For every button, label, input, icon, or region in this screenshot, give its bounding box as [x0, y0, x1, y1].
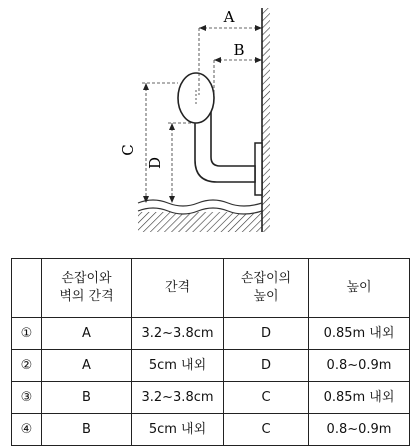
- option-row[interactable]: [12, 350, 410, 382]
- cell-gap-label: A: [42, 318, 132, 350]
- option-row[interactable]: [12, 318, 410, 350]
- cell-gap-label: B: [42, 414, 132, 446]
- cell-height-value: 0.85m 내외: [309, 318, 410, 350]
- option-marker[interactable]: ③: [12, 382, 42, 414]
- cell-height-label: C: [224, 414, 309, 446]
- dimension-d: [168, 123, 196, 203]
- table-header-row: [12, 259, 410, 318]
- cell-height-value: 0.8~0.9m: [309, 350, 410, 382]
- dimension-c: [142, 83, 178, 203]
- cell-gap-value: 5cm 내외: [132, 350, 224, 382]
- wall: [262, 8, 270, 232]
- header-height: 높이: [309, 259, 410, 318]
- cell-height-value: 0.85m 내외: [309, 382, 410, 414]
- option-marker[interactable]: ④: [12, 414, 42, 446]
- cell-height-label: C: [224, 382, 309, 414]
- header-handrail-height: 손잡이의 높이: [224, 259, 309, 318]
- option-row[interactable]: [12, 382, 410, 414]
- label-a: A: [223, 8, 235, 26]
- label-d: D: [146, 156, 164, 170]
- cell-gap-value: 3.2~3.8cm: [132, 318, 224, 350]
- cell-gap-value: 3.2~3.8cm: [132, 382, 224, 414]
- cell-gap-label: B: [42, 382, 132, 414]
- option-marker[interactable]: ①: [12, 318, 42, 350]
- header-blank: [12, 259, 42, 318]
- dimension-b: [214, 57, 262, 96]
- cell-height-label: D: [224, 318, 309, 350]
- cell-height-value: 0.8~0.9m: [309, 414, 410, 446]
- floor: [138, 200, 262, 232]
- label-c: C: [119, 144, 137, 156]
- cell-gap-label: A: [42, 350, 132, 382]
- option-marker[interactable]: ②: [12, 350, 42, 382]
- wall-bracket-plate: [255, 143, 262, 195]
- option-row[interactable]: [12, 414, 410, 446]
- header-handrail-wall-gap: 손잡이와 벽의 간격: [42, 259, 132, 318]
- cell-height-label: D: [224, 350, 309, 382]
- cell-gap-value: 5cm 내외: [132, 414, 224, 446]
- answer-options-table: [11, 258, 410, 446]
- header-gap: 간격: [132, 259, 224, 318]
- label-b: B: [233, 41, 245, 59]
